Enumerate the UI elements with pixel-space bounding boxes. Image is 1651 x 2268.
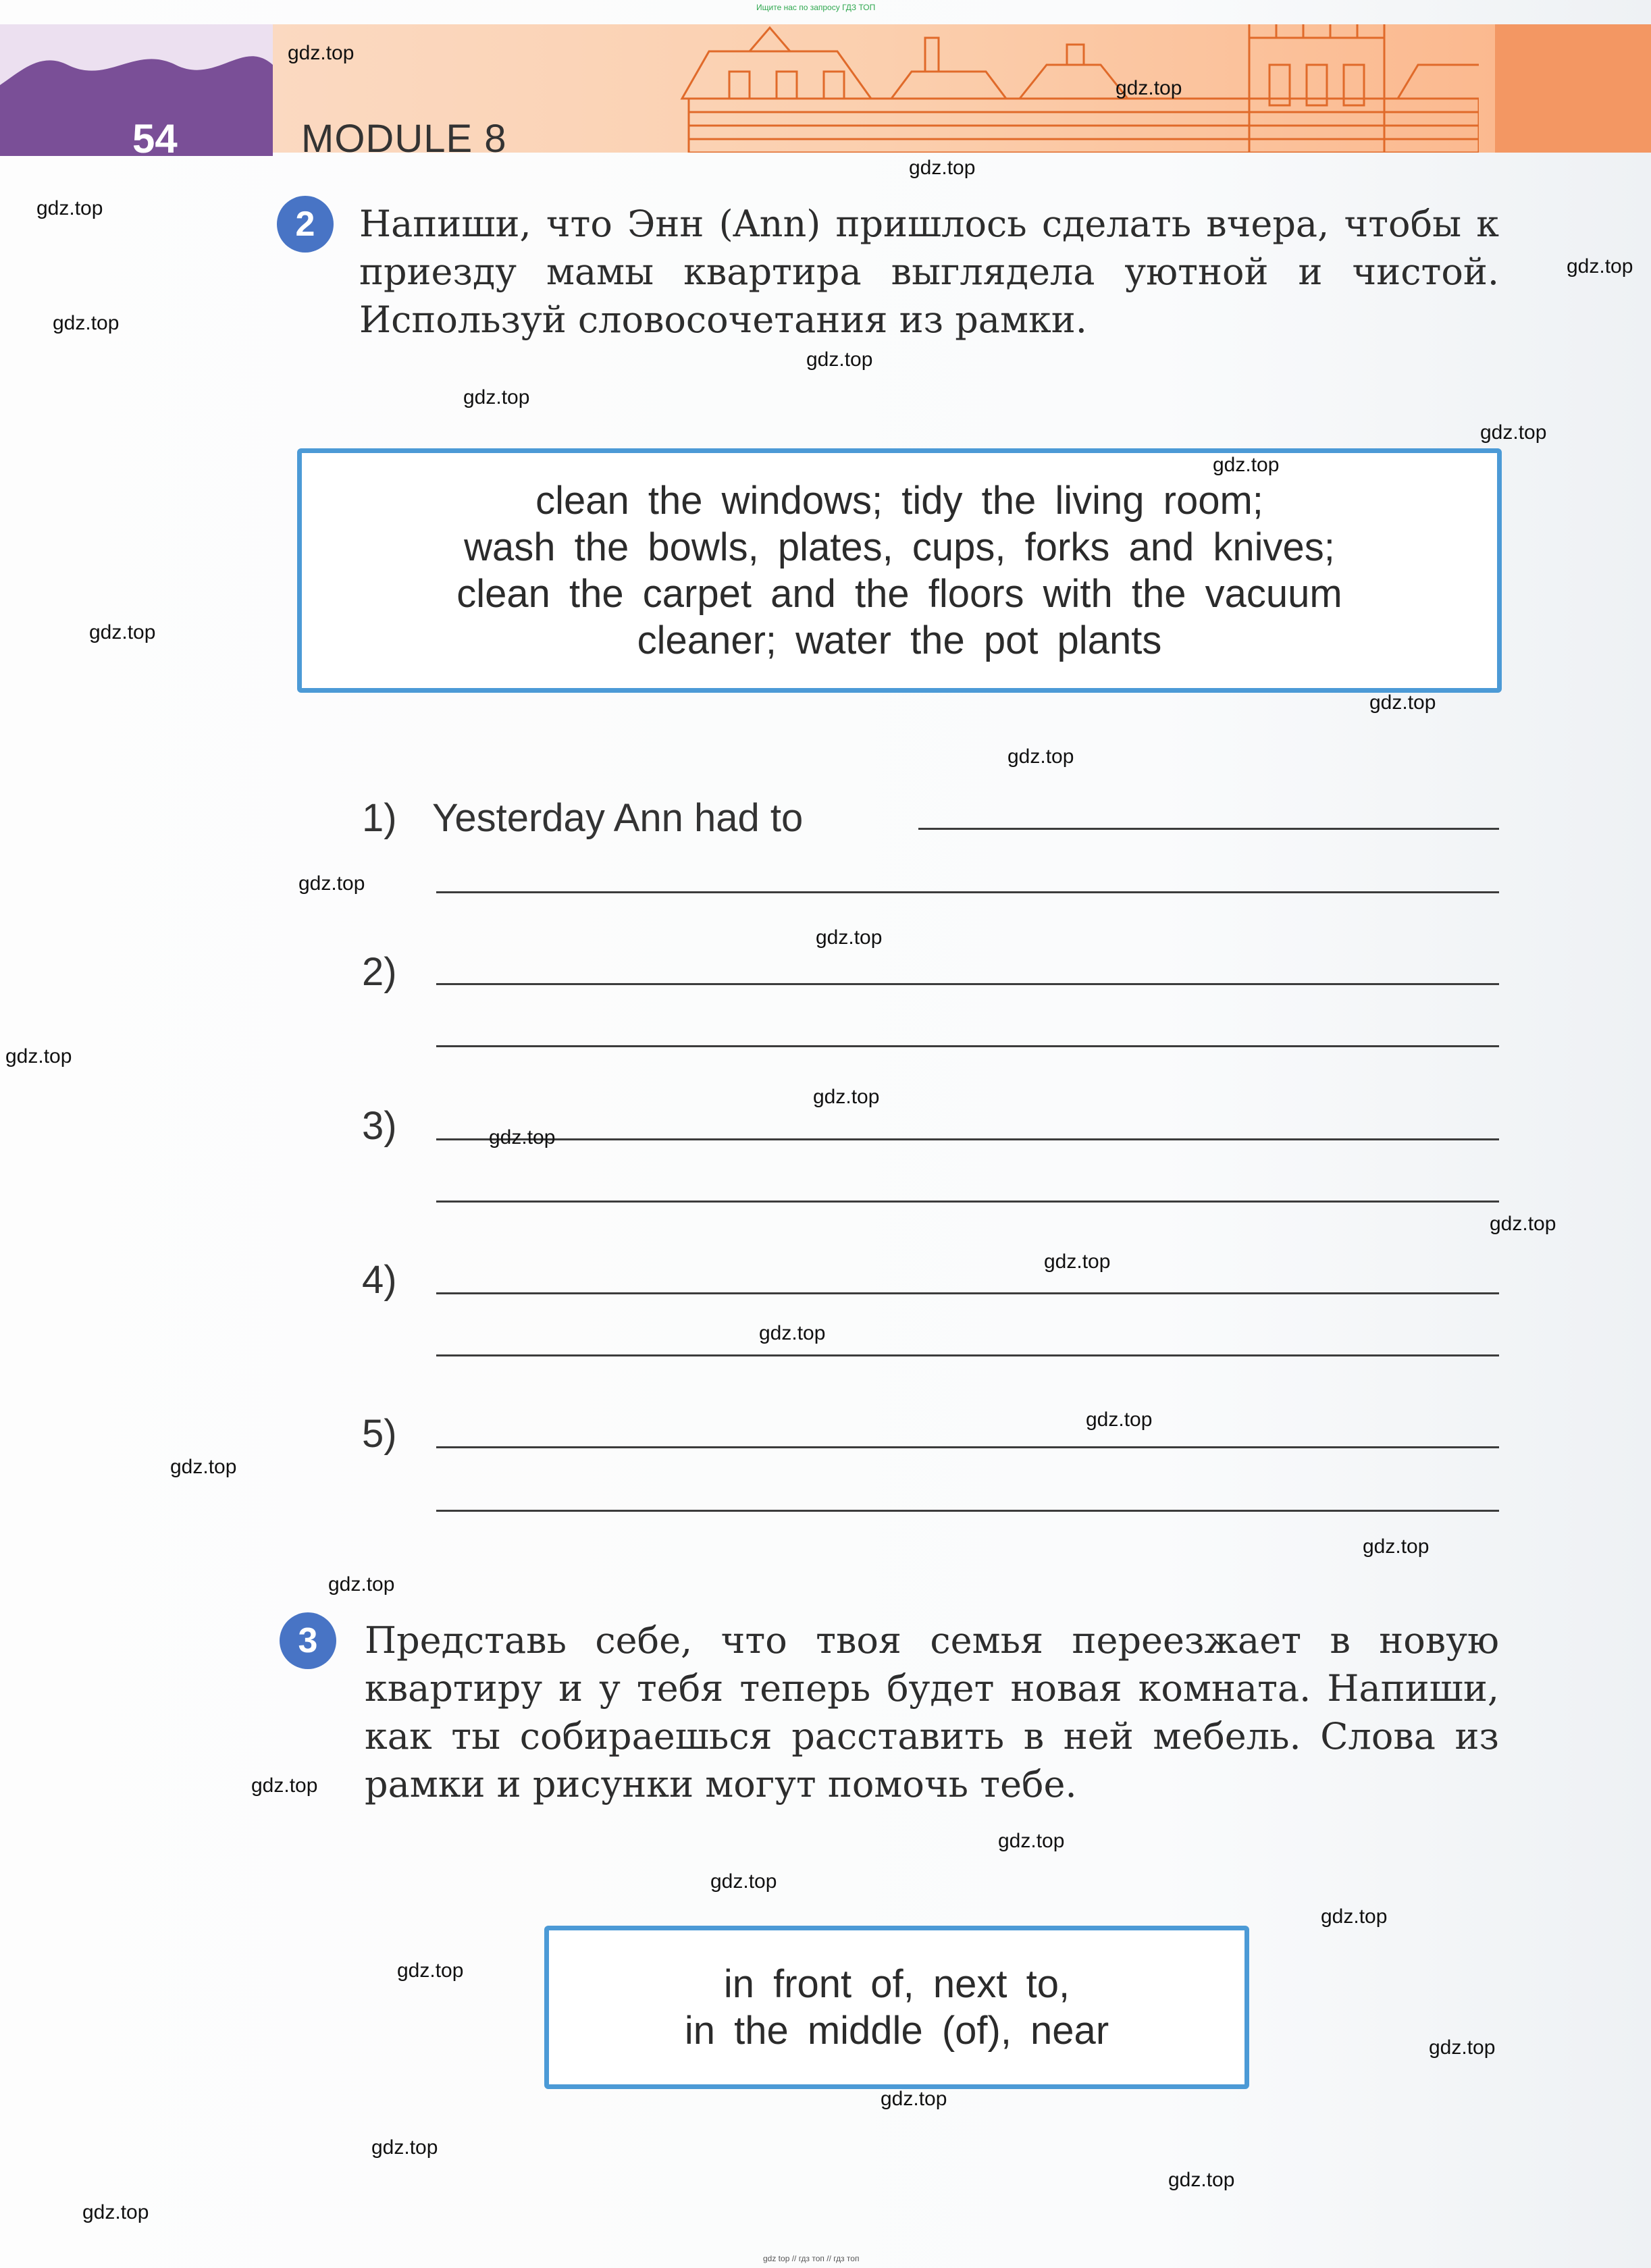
watermark: gdz.top [1480,421,1547,444]
watermark: gdz.top [710,1870,777,1893]
answer-2-line-b[interactable] [436,1045,1499,1047]
exercise-2-badge: 2 [277,196,334,253]
watermark: gdz.top [759,1322,826,1344]
watermark: gdz.top [1567,255,1633,278]
watermark: gdz.top [170,1456,237,1478]
watermark: gdz.top [909,157,976,179]
watermark: gdz.top [881,2088,947,2110]
word-box-line: clean the carpet and the floors with the vacuum [456,572,1342,616]
page-number-tab [0,24,273,156]
answer-2-line-a[interactable] [436,983,1499,985]
watermark: gdz.top [1321,1905,1388,1928]
word-box-line: clean the windows; tidy the living room; [535,479,1263,523]
answer-1-prefix: Yesterday Ann had to [432,796,804,840]
answer-3-label: 3) [362,1104,397,1148]
watermark: gdz.top [251,1774,318,1797]
watermark: gdz.top [328,1573,395,1595]
watermark: gdz.top [489,1126,556,1149]
answer-5-label: 5) [362,1412,397,1456]
watermark: gdz.top [806,348,873,371]
answer-2-label: 2) [362,950,397,994]
watermark: gdz.top [1116,77,1182,99]
answer-4-label: 4) [362,1258,397,1302]
watermark: gdz.top [998,1830,1065,1852]
header-right-block [1495,24,1651,153]
word-box-line: wash the bowls, plates, cups, forks and knives; [464,525,1335,569]
watermark: gdz.top [36,197,103,219]
page-number: 54 [132,116,178,156]
watermark: gdz.top [1213,454,1280,476]
answer-1-line-a[interactable] [918,828,1499,830]
word-box-line: in the middle (of), near [684,2009,1109,2053]
word-box-line: cleaner; water the pot plants [637,618,1162,662]
watermark: gdz.top [397,1959,464,1982]
tab-wave-decoration [0,24,273,105]
answer-3-line-b[interactable] [436,1201,1499,1203]
watermark: gdz.top [1086,1408,1153,1431]
watermark: gdz.top [1168,2169,1235,2191]
watermark: gdz.top [82,2201,149,2223]
watermark: gdz.top [1007,745,1074,768]
watermark: gdz.top [1429,2036,1496,2059]
answer-3-line-a[interactable] [436,1138,1499,1140]
watermark: gdz.top [5,1045,72,1067]
watermark: gdz.top [1363,1535,1430,1558]
watermark: gdz.top [1044,1250,1111,1273]
module-title: MODULE 8 [301,117,507,161]
watermark: gdz.top [371,2136,438,2159]
answer-1-line-b[interactable] [436,891,1499,893]
exercise-3-word-box [544,1926,1249,2089]
bottom-notice: gdz top // гдз топ // гдз топ [763,2254,860,2263]
watermark: gdz.top [463,386,530,408]
watermark: gdz.top [298,872,365,895]
watermark: gdz.top [1490,1213,1556,1235]
watermark: gdz.top [813,1086,880,1108]
watermark: gdz.top [816,926,883,949]
answer-5-line-a[interactable] [436,1446,1499,1448]
exercise-2-instruction: Напиши, что Энн (Ann) пришлось сделать вчера, чтобы к приезду мамы квартира выглядела уютной и чистой. Используй словосочетания из рамки. [359,203,1499,341]
watermark: gdz.top [89,621,156,643]
top-notice: Ищите нас по запросу ГДЗ ТОП [756,3,876,12]
exercise-3-instruction: Представь себе, что твоя семья переезжает в новую квартиру и у тебя теперь будет новая комната. Напиши, как ты собираешься расставить в ней мебель. Слова из рамки и рисунки могут помочь тебе. [365,1619,1499,1805]
word-box-line: in front of, next to, [723,1962,1070,2006]
watermark: gdz.top [288,42,355,64]
exercise-3-badge: 3 [280,1612,336,1669]
exercise-2-word-box [297,448,1502,693]
answer-4-line-b[interactable] [436,1354,1499,1356]
watermark: gdz.top [1369,691,1436,714]
answer-4-line-a[interactable] [436,1292,1499,1294]
answer-5-line-b[interactable] [436,1510,1499,1512]
answer-1-label: 1) [362,796,397,840]
town-illustration [669,24,1479,153]
watermark: gdz.top [53,312,120,334]
